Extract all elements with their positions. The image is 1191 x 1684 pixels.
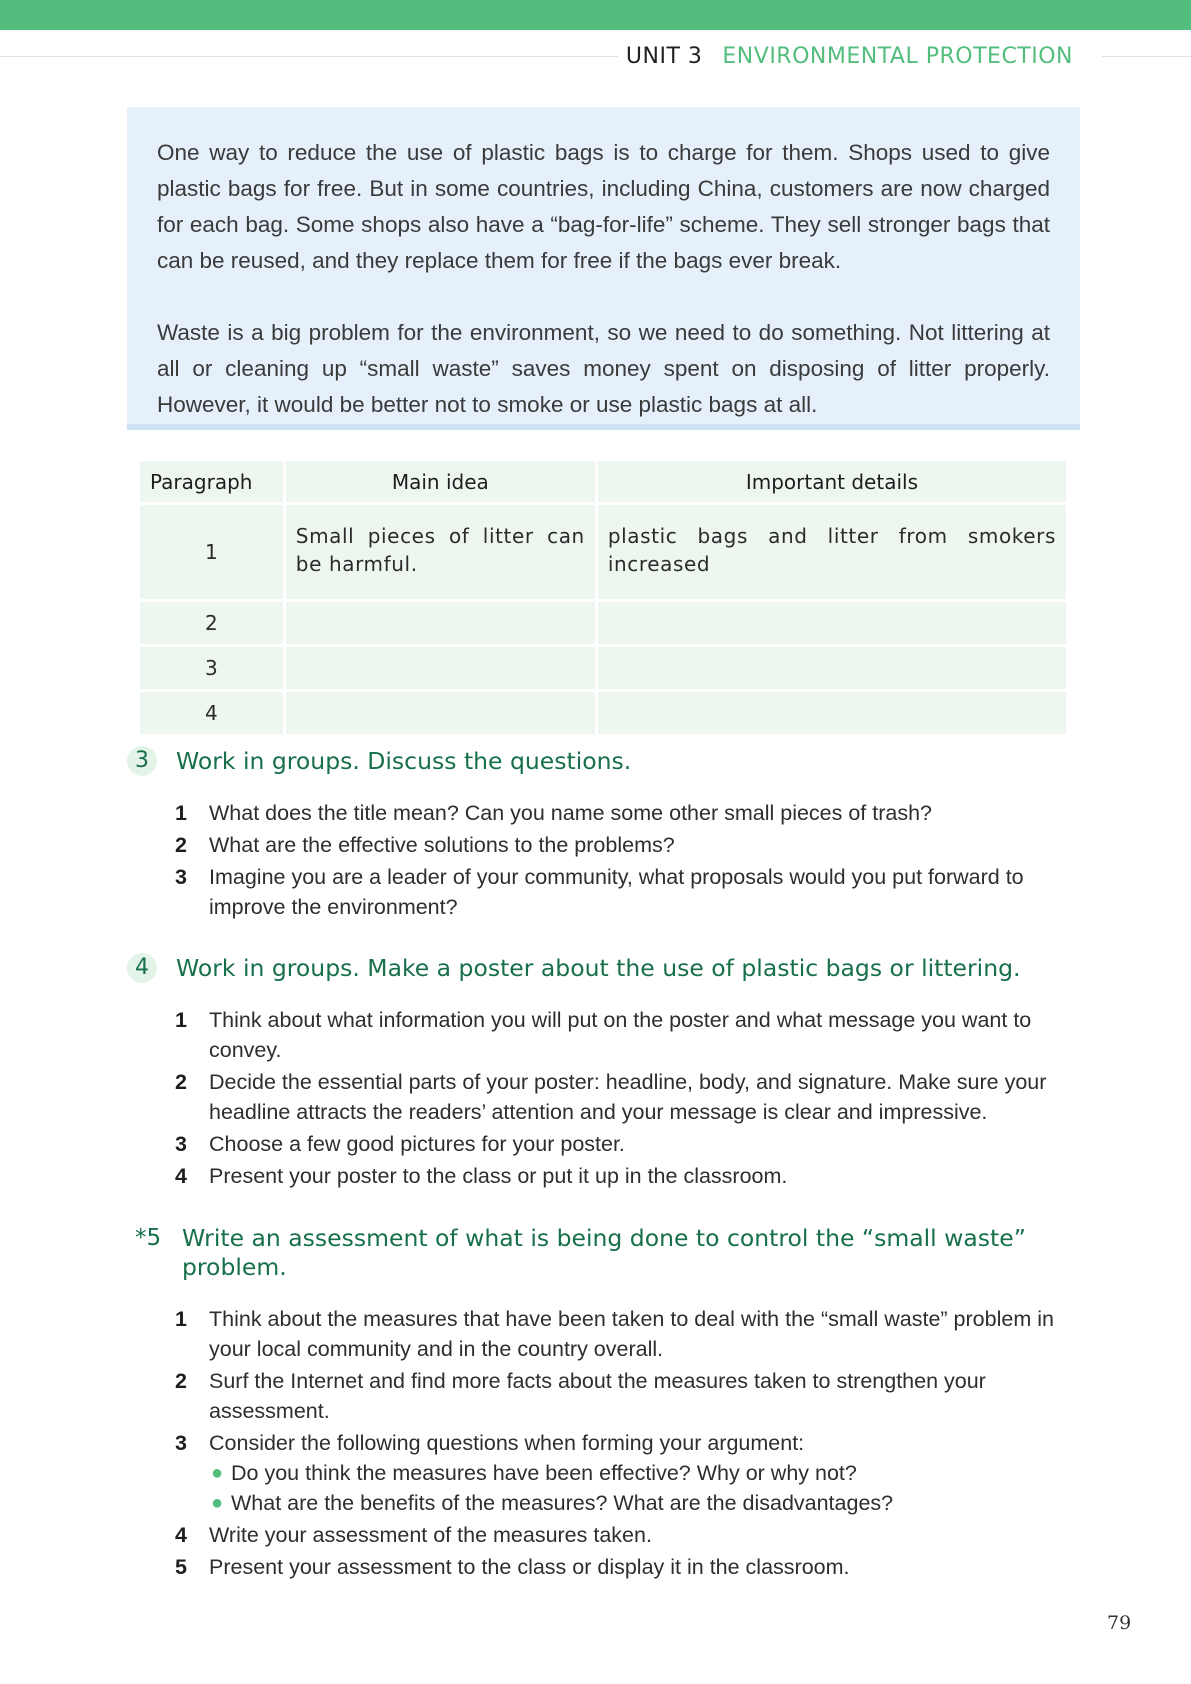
item-number: 2: [175, 833, 187, 857]
exercise-title: Work in groups. Discuss the questions.: [176, 747, 632, 775]
item-text: Decide the essential parts of your poster: headline, body, and signature. Make sure your headline attracts the readers’ attention and your message is clear and impressive.: [209, 1070, 1047, 1124]
cell-main-idea-blank[interactable]: [284, 601, 596, 646]
list-item: [127, 1428, 1087, 1518]
item-number: 4: [175, 1523, 187, 1547]
exercise-heading: [127, 747, 1087, 776]
item-text: Think about what information you will put on the poster and what message you want to convey.: [209, 1008, 1032, 1062]
item-number: 3: [175, 865, 187, 889]
cell-paragraph: 2: [139, 601, 285, 646]
cell-main-idea: Small pieces of litter can be harmful.: [284, 504, 596, 601]
list-item: [127, 1304, 1087, 1364]
item-text: Present your assessment to the class or display it in the classroom.: [209, 1555, 850, 1579]
bullet-text: What are the benefits of the measures? What are the disadvantages?: [231, 1491, 894, 1515]
item-number: 2: [175, 1369, 187, 1393]
bullet-item: [209, 1488, 1087, 1518]
header-paragraph: Paragraph: [139, 460, 285, 504]
task-list: [127, 1005, 1087, 1191]
exercise-3: [127, 747, 1087, 924]
exercise-number-badge: *5: [135, 1225, 162, 1251]
exercise-number-badge: 3: [127, 746, 157, 776]
list-item: [127, 1067, 1087, 1127]
item-text: Choose a few good pictures for your poster.: [209, 1132, 625, 1156]
cell-details: plastic bags and litter from smokers increased: [596, 504, 1067, 601]
exercise-5: [127, 1224, 1087, 1584]
item-number: 2: [175, 1070, 187, 1094]
item-text: Write your assessment of the measures taken.: [209, 1523, 652, 1547]
cell-main-idea-blank[interactable]: [284, 646, 596, 691]
passage-paragraph: One way to reduce the use of plastic bags is to charge for them. Shops used to give plastic bags for free. But in some countries, including China, customers are now charged for each bag. Some shops also have a “bag-for-life” scheme. They sell stronger bags that can be reused, and they replace them for free if the bags ever break.: [157, 140, 1050, 273]
item-text: Present your poster to the class or put it up in the classroom.: [209, 1164, 788, 1188]
item-number: 4: [175, 1164, 187, 1188]
cell-details-blank[interactable]: [596, 691, 1067, 736]
cell-details-blank[interactable]: [596, 646, 1067, 691]
exercise-heading: [127, 1224, 1087, 1282]
item-number: 1: [175, 801, 187, 825]
cell-paragraph: 1: [139, 504, 285, 601]
cell-paragraph: 4: [139, 691, 285, 736]
top-color-bar: [0, 0, 1191, 30]
unit-label: UNIT 3: [625, 44, 703, 69]
item-text: What are the effective solutions to the problems?: [209, 833, 675, 857]
cell-paragraph: 3: [139, 646, 285, 691]
exercise-title: Work in groups. Make a poster about the use of plastic bags or littering.: [176, 954, 1021, 982]
item-text: Imagine you are a leader of your community, what proposals would you put forward to improve the environment?: [209, 865, 1024, 919]
list-item: [127, 1520, 1087, 1550]
list-item: [127, 1366, 1087, 1426]
item-text: What does the title mean? Can you name some other small pieces of trash?: [209, 801, 933, 825]
cell-main-idea-blank[interactable]: [284, 691, 596, 736]
exercise-title: Write an assessment of what is being done to control the “small waste” problem.: [182, 1224, 1026, 1281]
item-number: 1: [175, 1008, 187, 1032]
reading-passage-box: [127, 107, 1080, 430]
item-number: 1: [175, 1307, 187, 1331]
list-item: [127, 1552, 1087, 1582]
bullet-text: Do you think the measures have been effective? Why or why not?: [231, 1461, 857, 1485]
cell-details-blank[interactable]: [596, 601, 1067, 646]
item-number: 3: [175, 1431, 187, 1455]
exercise-heading: [127, 954, 1087, 983]
table-row: [139, 646, 1068, 691]
item-text: Consider the following questions when forming your argument:: [209, 1431, 805, 1455]
exercise-4: [127, 954, 1087, 1193]
list-item: [127, 798, 1087, 828]
list-item: [127, 1005, 1087, 1065]
table-row: [139, 601, 1068, 646]
item-text: Surf the Internet and find more facts about the measures taken to strengthen your assessment.: [209, 1369, 986, 1423]
exercise-number-badge: 4: [127, 953, 157, 983]
bullet-dot-icon: ●: [211, 1462, 224, 1484]
table-row: [139, 504, 1068, 601]
page-number: 79: [1107, 1612, 1132, 1634]
main-idea-table: [137, 458, 1069, 737]
list-item: [127, 830, 1087, 860]
task-list: [127, 1304, 1087, 1582]
header-rule-left: [0, 56, 618, 57]
list-item: [127, 862, 1087, 922]
unit-topic: ENVIRONMENTAL PROTECTION: [722, 44, 1073, 69]
item-number: 3: [175, 1132, 187, 1156]
item-text: Think about the measures that have been taken to deal with the “small waste” problem in your local community and in the country overall.: [209, 1307, 1054, 1361]
bullet-list: [209, 1458, 1087, 1518]
table-header-row: [139, 460, 1068, 504]
header-main-idea: Main idea: [284, 460, 596, 504]
list-item: [127, 1161, 1087, 1191]
bullet-dot-icon: ●: [211, 1492, 224, 1514]
header-important-details: Important details: [596, 460, 1067, 504]
table-row: [139, 691, 1068, 736]
bullet-item: [209, 1458, 1087, 1488]
header-rule-right: [1102, 56, 1191, 57]
item-number: 5: [175, 1555, 187, 1579]
passage-paragraph: Waste is a big problem for the environment, so we need to do something. Not littering at all or cleaning up “small waste” saves money spent on disposing of litter properly. However, it would be better not to smoke or use plastic bags at all.: [157, 320, 1050, 417]
list-item: [127, 1129, 1087, 1159]
question-list: [127, 798, 1087, 922]
running-head: [626, 44, 1073, 69]
